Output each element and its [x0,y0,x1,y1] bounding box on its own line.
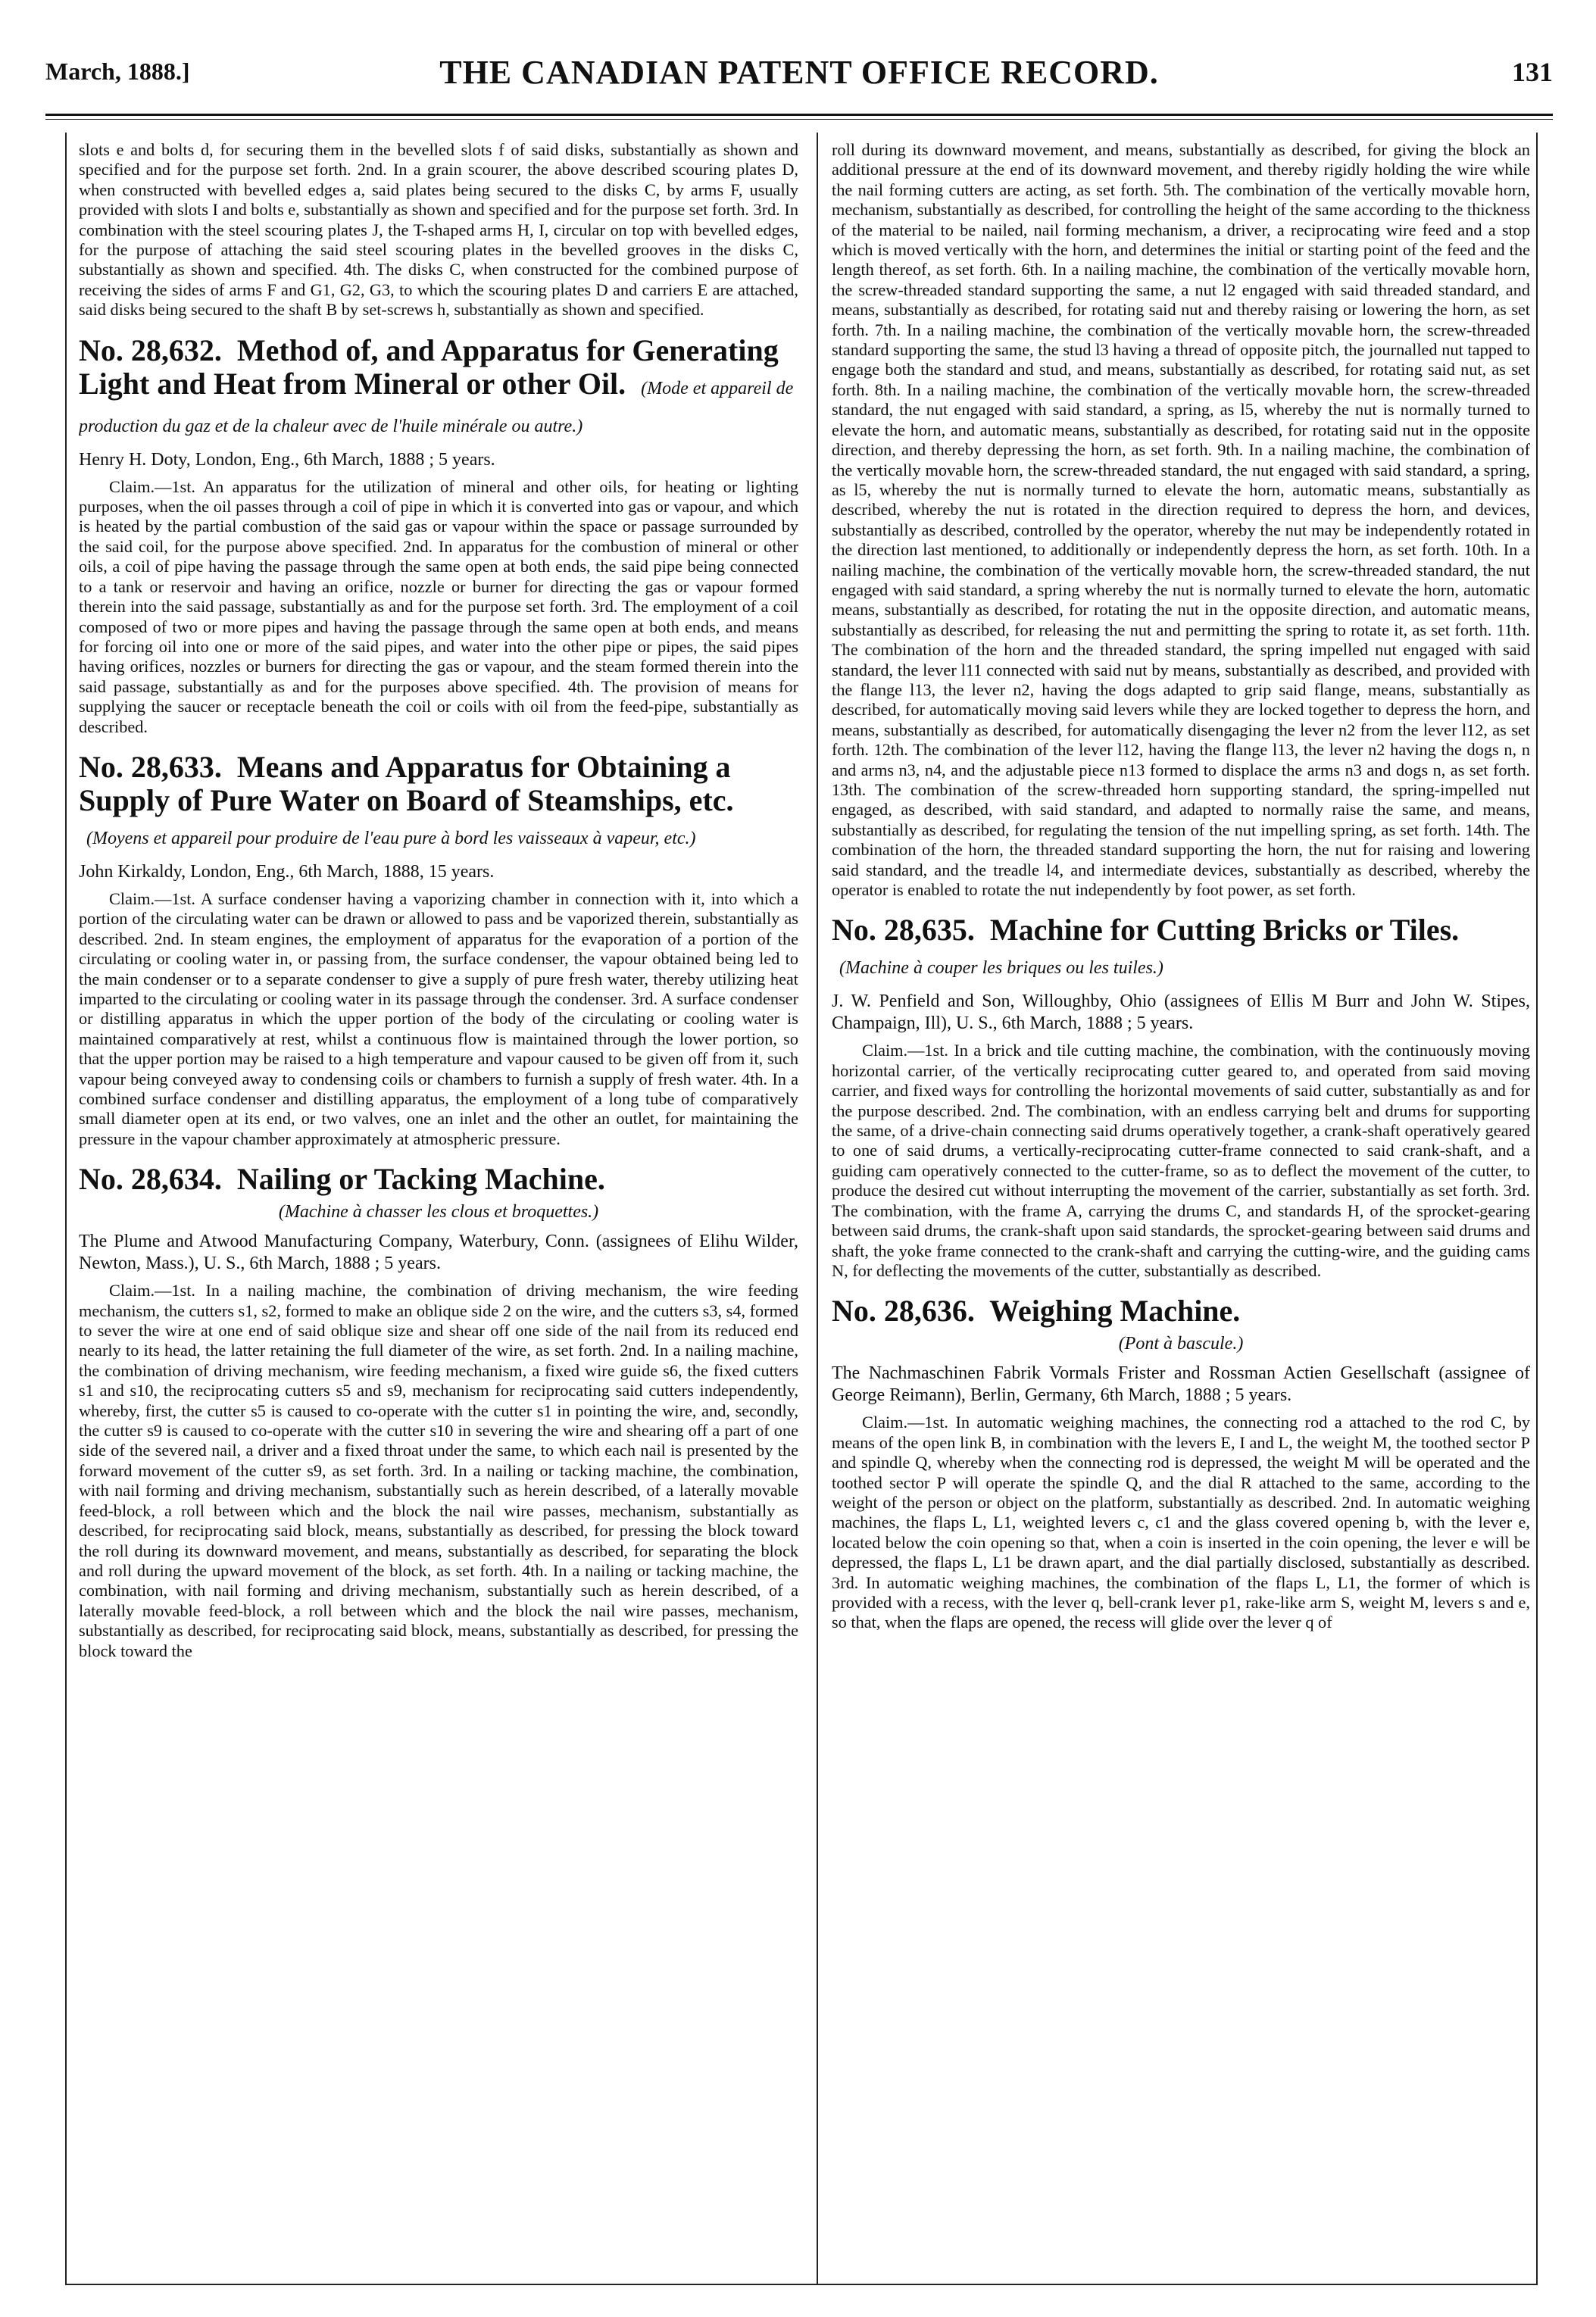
patent-number: No. 28,636. [832,1294,975,1329]
column-divider [817,133,818,2284]
patent-claim: Claim.—1st. An apparatus for the utilization of mineral and other oils, for heating or lighting purposes, when the oil passes through a coil of pipe in which it is converted into gas or vapour, and which is heated by the partial combustion of the said gas or vapour within the space or passage surrounded by the said coil, for the purpose above specified. 2nd. In apparatus for the combustion of mineral or other oils, a coil of pipe having the passage through the same open at both ends, the said pipe being connected to a tank or reservoir and having an orifice, nozzle or burner for directing the gas or vapour formed therein into the said passage, substantially as and for the purpose set forth. 3rd. The employment of a coil composed of two or more pipes and having the passage through the same open at both ends, and means for forcing oil into one or more of the said pipes, and water into the other pipe or pipes, the said pipes having orifices, nozzles or burners for directing the gas or vapour, and the steam formed therein into the said passage, substantially as and for the purposes above specified. 4th. The provision of means for supplying the saucer or receptacle beneath the coil or coils with oil from the feed-pipe, substantially as described. [79,476,798,736]
patent-entry-28634 [79,1163,798,1661]
patent-title: Method of, and Apparatus for Generating Light and Heat from Mineral or other Oil. [79,333,779,401]
page-number: 131 [1512,57,1553,87]
patent-inventor: Henry H. Doty, London, Eng., 6th March, 1888 ; 5 years. [79,449,495,470]
patent-french-title: (Moyens et appareil pour produire de l'eau pure à bord les vaisseaux à vapeur, etc.) [86,828,696,848]
patent-inventor: The Plume and Atwood Manufacturing Company, Waterbury, Conn. (assignees of Elihu Wilder, Newton, Mass.), U. S., 6th March, 1888 ; 5 years. [79,1232,798,1274]
patent-entry-28633 [79,751,798,1149]
header-rule-thin [45,119,1553,120]
patent-entry-28635 [832,913,1530,1281]
publication-title: THE CANADIAN PATENT OFFICE RECORD. [439,54,1159,91]
patent-heading [832,1294,1530,1328]
patent-title: Weighing Machine. [989,1294,1241,1329]
left-column [79,140,798,2276]
patent-claim: Claim.—1st. In automatic weighing machines, the connecting rod a attached to the rod C, by means of the open link B, in combination with the levers E, I and L, the weight M, the toothed sector P and spindle Q, whereby when the connecting rod is depressed, the weight M will be operated and the toothed sector P will operate the spindle Q, and the dial R attached to the same, according to the weight of the person or object on the platform, substantially as described. 2nd. In automatic weighing machines, the flaps L, L1, weighted levers c, c1 and the glass covered opening b, with the lever e, located below the coin opening so that, when a coin is inserted in the coin opening, the lever e will be depressed, the flaps L, L1 be drawn apart, and the dial partially disclosed, substantially as described. 3rd. In automatic weighing machines, the combination of the flaps L, L1, the former of which is provided with a recess, with the lever q, bell-crank lever p1, rake-like arm S, weight M, levers s and e, so that, when the flaps are opened, the recess will glide over the lever q of [832,1413,1530,1632]
page-header [45,53,1553,106]
patent-french-title: (Machine à couper les briques ou les tuiles.) [839,958,1163,979]
patent-heading [79,334,798,443]
patent-number: No. 28,632. [79,333,222,367]
patent-claim: Claim.—1st. In a nailing machine, the combination of driving mechanism, the wire feeding mechanism, the cutters s1, s2, formed to make an oblique side 2 on the wire, and the cutters s3, s4, formed to sever the wire at one end of said oblique size and shear off one side of the nail from its reduced end nearly to its head, the latter retaining the full diameter of the wire, as set forth. 2nd. In a nailing machine, the combination of driving mechanism, wire feeding mechanism, a fixed wire guide s6, the fixed cutters s1 and s10, the reciprocating cutters s5 and s9, mechanism for reciprocating said cutters independently, whereby, first, the cutter s5 is caused to co-operate with the cutter s1 in pointing the wire, and, secondly, the cutter s9 is caused to co-operate with the cutter s10 in severing the wire and shearing off a part of one side of the severed nail, a driver and a fixed throat under the same, to which each nail is presented by the forward movement of the cutter s9, as set forth. 3rd. In a nailing or tacking machine, the combination, with nail forming and driving mechanism, substantially such as herein described, of a laterally movable feed-block, a roll between which and the block the nail wire passes, mechanism, substantially as described, for reciprocating said block, means, substantially as described, for pressing the block toward the roll during its downward movement, and means, substantially as described, for separating the block and roll during the upward movement of the block, as set forth. 4th. In a nailing or tacking machine, the combination, with nail forming and driving mechanism, substantially such as herein described, of a laterally movable feed-block, a roll between which and the block the nail wire passes, mechanism, substantially as described, for reciprocating said block, means, substantially as described, for pressing the block toward the [79,1281,798,1660]
carry-over-text: roll during its downward movement, and means, substantially as described, for giving the block an additional pressure at the end of its downward movement, and thereby rigidly holding the wire while the nail forming cutters are acting, as set forth. 5th. The combination of the vertically movable horn, mechanism, substantially as described, for controlling the height of the same according to the thickness of the material to be nailed, nail forming mechanism, a driver, a reciprocating wire feed and a stop which is moved vertically with the horn, and determines the initial or starting point of the feed and the length thereof, as set forth. 6th. In a nailing machine, the combination of the vertically movable horn, the screw-threaded standard supporting the same, a nut l2 engaged with said threaded standard, and means, substantially as described, for rotating said nut and thereby raising or lowering the horn, as set forth. 7th. In a nailing machine, the combination of the vertically movable horn, the screw-threaded standard supporting the same, the stud l3 having a thread of opposite pitch, the journalled nut tapped to engage both the standard and stud, and means, substantially as described, for rotating said nut, as set forth. 8th. In a nailing machine, the combination of the vertically movable horn, the screw-threaded standard, the nut engaged with said standard, a spring, as l5, whereby the nut is normally turned to elevate the horn, and automatic means, substantially as described, for rotating said nut in the opposite direction, and thereby depressing the horn, as set forth. 9th. In a nailing machine, the combination of the vertically movable horn, the screw-threaded standard, the nut engaged with said standard, a spring, as l5, whereby the nut is normally turned to elevate the horn, automatic means, substantially as described, whereby the nut is rotated in the direction required to depress the horn, and devices, substantially as described, controlled by the operator, whereby the nut may be independently rotated in the direction last mentioned, to additionally or independently depress the horn, as set forth. 10th. In a nailing machine, the combination of the vertically movable horn, the screw-threaded standard, the nut engaged with said standard, a spring whereby the nut is normally turned to elevate the horn, automatic means, substantially as described, for rotating the nut in the opposite direction, and automatic means, substantially as described, for releasing the nut and permitting the spring to rotate it, as set forth. 11th. The combination of the horn and the threaded standard, the spring impelled nut engaged with said standard, the lever l11 connected with said nut by means, substantially as described, and provided with the flange l13, the lever n2, having the dogs adapted to grip said flange, means, substantially as described, for automatically moving said levers while they are locked together to depress the horn, and means, substantially as described, for automatically disengaging the lever n2 from the lever l12, as set forth. 12th. The combination of the lever l12, having the flange l13, the lever n2 having the dogs n, n and arms n3, n4, and the adjustable piece n13 formed to displace the arms n3 and dogs n, as set forth. 13th. The combination of the screw-threaded horn supporting standard, the spring-impelled nut engaged, as described, with said standard, and adapted to normally raise the same, and means, substantially as described, for regulating the tension of the nut impelling spring, as set forth. 14th. The combination of the horn, the threaded standard supporting the horn, the nut for raising and lowering said standard, and the treadle l4, and intermediate devices, substantially as described, whereby the operator is enabled to rotate the nut independently by foot power, as set forth. [832,140,1530,900]
right-column [832,140,1530,2276]
patent-inventor: J. W. Penfield and Son, Willoughby, Ohio (assignees of Ellis M Burr and John W. Stipes, Champaign, Ill), U. S., 6th March, 1888 ; 5 years. [832,991,1530,1034]
patent-claim: Claim.—1st. A surface condenser having a vaporizing chamber in connection with it, into which a portion of the circulating water can be drawn or allowed to pass and be vaporized therein, substantially as described. 2nd. In steam engines, the employment of apparatus for the evaporation of a portion of the circulating or cooling water in, or passing from, the surface condenser, the vapour obtained being led to the main condenser or to a separate condenser to give a supply of pure fresh water, thereby utilizing heat imparted to the circulating or cooling water in its passage through the condenser. 3rd. A surface condenser or distilling apparatus in which the upper portion of the body of the circulating or cooling water is maintained comparatively at rest, whilst a continuous flow is maintained through the lower portion, so that the upper portion may be raised to a high temperature and vapour caused to be given off from it, such vapour being conveyed away to condensing coils or chambers to furnish a supply of fresh water. 4th. In a combined surface condenser and distilling apparatus, the employment of a long tube of comparatively small diameter open at its end, or two valves, one an inlet and the other an outlet, for maintaining the pressure in the vapour chamber approximately at atmospheric pressure. [79,888,798,1148]
patent-inventor: The Nachmaschinen Fabrik Vormals Frister and Rossman Actien Gesellschaft (assignee of George Reimann), Berlin, Germany, 6th March, 1888 ; 5 years. [832,1363,1530,1406]
patent-title: Nailing or Tacking Machine. [236,1162,605,1197]
patent-heading [79,751,798,855]
patent-title: Machine for Cutting Bricks or Tiles. [989,913,1460,948]
issue-date: March, 1888.] [45,58,190,85]
patent-title: Means and Apparatus for Obtaining a Supply of Pure Water on Board of Steamships, etc. [79,749,734,817]
patent-heading [832,913,1530,985]
patent-entry-28636 [832,1294,1530,1632]
patent-number: No. 28,633. [79,749,222,784]
patent-french-title: (Mode et appareil de production du gaz et de la chaleur avec de l'huile minérale ou autre.) [79,378,794,436]
patent-number: No. 28,634. [79,1162,222,1197]
patent-inventor: John Kirkaldy, London, Eng., 6th March, 1888, 15 years. [79,861,495,882]
patent-french-title: (Machine à chasser les clous et broquettes.) [278,1202,599,1223]
header-rule [45,114,1553,116]
patent-entry-28632 [79,334,798,737]
patent-number: No. 28,635. [832,913,975,948]
patent-heading [79,1163,798,1196]
patent-claim: Claim.—1st. In a brick and tile cutting machine, the combination, with the continuously moving horizontal carrier, of the vertically reciprocating cutter geared to, and operated from said moving carrier, and fixed ways for controlling the horizontal movements of said cutter, substantially as and for the purpose described. 2nd. The combination, with an endless carrying belt and drums for supporting the same, of a drive-chain connecting said drums operatively together, a crank-shaft operatively geared to one of said drums, a vertically-reciprocating cutter-frame connected to said crank-shaft, and a guiding cam operatively connected to the cutter-frame, so as to deflect the movement of the cutter, to produce the desired cut without interrupting the movement of the carrier, substantially as set forth. 3rd. The combination, with the frame A, carrying the drums C, and standards H, of the sprocket-gearing between said drums, the crank-shaft upon said standards, the sprocket-gearing between said drums and shaft, the yoke frame connected to the crank-shaft and carrying the cutting-wire, and the guiding cams N, for deflecting the movements of the cutter, substantially as described. [832,1041,1530,1280]
patent-french-title: (Pont à bascule.) [1118,1334,1244,1354]
carry-over-text: slots e and bolts d, for securing them in the bevelled slots f of said disks, substantially as shown and specified and for the purpose set forth. 2nd. In a grain scourer, the above described scouring plates D, when constructed with bevelled edges a, said plates being secured to the disks C, by arms F, usually provided with slots I and bolts e, substantially as shown and specified and for the purpose set forth. 3rd. In combination with the steel scouring plates J, the T-shaped arms H, I, circular on top with bevelled edges, for the purpose of attaching the said steel scouring plates in the bevelled grooves in the disks C, substantially as shown and specified. 4th. The disks C, when constructed for the combined purpose of receiving the sides of arms F and G1, G2, G3, to which the scouring plates D and carriers E are attached, said disks being secured to the shaft B by set-screws h, substantially as shown and specified. [79,140,798,320]
